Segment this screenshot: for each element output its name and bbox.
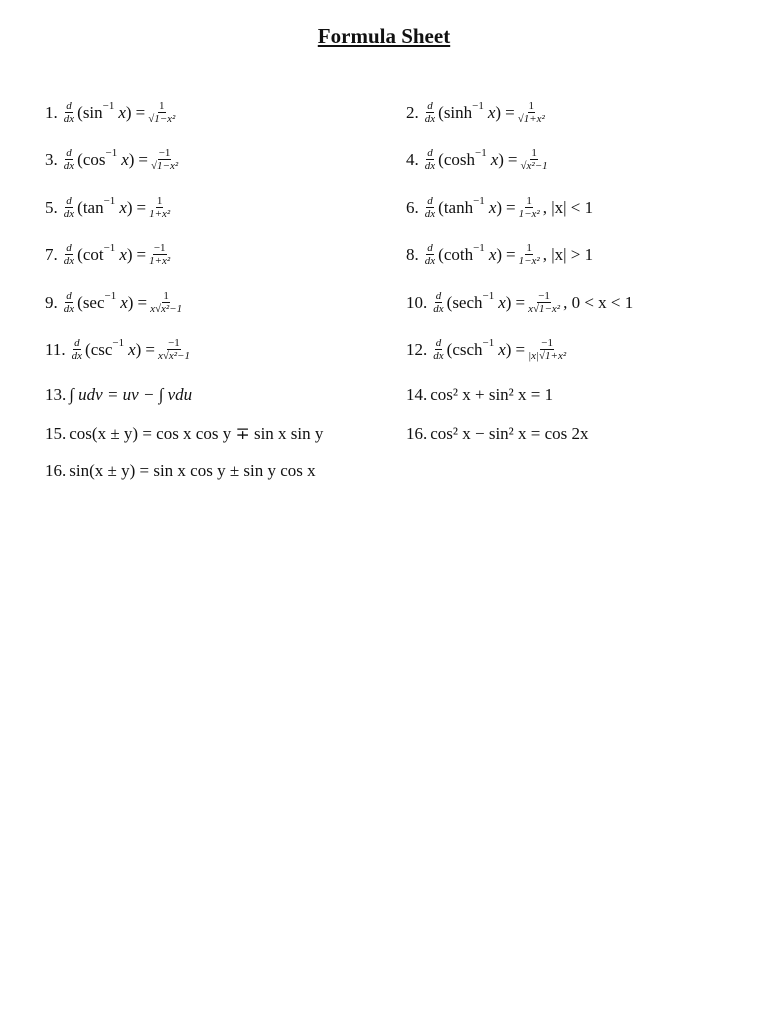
result-fraction bbox=[527, 337, 567, 362]
dx-denominator: dx bbox=[424, 113, 436, 125]
dx-denominator: dx bbox=[63, 208, 75, 220]
d-numerator: d bbox=[74, 337, 80, 349]
d-numerator: d bbox=[66, 195, 72, 207]
result-denominator: x√1−x² bbox=[528, 303, 561, 315]
lhs-open-paren: ( bbox=[446, 339, 453, 359]
result-fraction bbox=[518, 195, 541, 220]
lhs-close-paren: ) bbox=[496, 244, 503, 264]
lhs-open-paren: ( bbox=[77, 292, 83, 312]
dx-denominator: dx bbox=[433, 350, 444, 362]
formula-number: 10. bbox=[406, 292, 428, 312]
function-name: cot bbox=[82, 244, 104, 264]
formula-11 bbox=[45, 337, 193, 362]
result-fraction bbox=[148, 242, 171, 267]
formula-9 bbox=[45, 290, 185, 315]
d-numerator: d bbox=[435, 290, 442, 302]
dx-denominator: dx bbox=[63, 160, 75, 172]
function-name: tanh bbox=[443, 197, 474, 217]
result-numerator: 1 bbox=[163, 290, 169, 302]
dx-denominator: dx bbox=[63, 255, 75, 267]
equals-sign: = bbox=[145, 339, 155, 359]
variable-x: x bbox=[119, 244, 127, 264]
derivative-operator bbox=[432, 337, 444, 362]
lhs-close-paren: ) bbox=[496, 197, 503, 217]
formula-8 bbox=[406, 242, 593, 267]
formula-15 bbox=[45, 424, 323, 444]
d-numerator: d bbox=[66, 242, 72, 254]
formula-1 bbox=[45, 100, 178, 125]
lhs-open-paren: ( bbox=[85, 339, 91, 359]
derivative-operator bbox=[63, 242, 75, 267]
result-fraction bbox=[148, 195, 171, 220]
lhs-close-paren: ) bbox=[135, 339, 142, 359]
dx-denominator: dx bbox=[63, 303, 75, 315]
d-numerator: d bbox=[66, 147, 72, 159]
derivative-operator bbox=[424, 195, 436, 220]
function-name: cosh bbox=[443, 149, 475, 169]
function-name: cos bbox=[82, 149, 106, 169]
derivative-operator bbox=[63, 100, 75, 125]
equals-sign: = bbox=[515, 339, 526, 359]
result-numerator: −1 bbox=[168, 337, 180, 349]
formula-6 bbox=[406, 195, 593, 220]
variable-x: x bbox=[120, 292, 128, 312]
variable-x: x bbox=[490, 149, 499, 169]
formula-number: 16. bbox=[406, 424, 428, 443]
lhs-close-paren: ) bbox=[498, 149, 504, 169]
equals-sign: = bbox=[136, 244, 147, 264]
d-numerator: d bbox=[427, 195, 433, 207]
formula-number: 5. bbox=[45, 197, 58, 217]
equals-sign: = bbox=[506, 197, 516, 217]
variable-x: x bbox=[498, 339, 506, 359]
condition: , 0 < x < 1 bbox=[563, 292, 634, 312]
formula-2 bbox=[406, 100, 548, 125]
lhs-open-paren: ( bbox=[438, 197, 444, 217]
dx-denominator: dx bbox=[63, 113, 75, 125]
result-fraction bbox=[518, 242, 541, 267]
lhs-close-paren: ) bbox=[127, 292, 134, 312]
d-numerator: d bbox=[435, 337, 442, 349]
formula-text: cos(x ± y) = cos x cos y ∓ sin x sin y bbox=[69, 424, 324, 443]
formula-number: 11. bbox=[45, 339, 66, 359]
equals-sign: = bbox=[507, 149, 518, 169]
function-name: sec bbox=[82, 292, 105, 312]
formula-number: 7. bbox=[45, 244, 58, 264]
inverse-exponent: −1 bbox=[473, 241, 485, 254]
result-fraction bbox=[517, 100, 546, 125]
lhs-close-paren: ) bbox=[125, 102, 132, 122]
dx-denominator: dx bbox=[424, 208, 436, 220]
dx-denominator: dx bbox=[71, 350, 83, 362]
formula-text: sin(x ± y) = sin x cos y ± sin y cos x bbox=[69, 461, 316, 480]
result-numerator: 1 bbox=[156, 195, 163, 207]
lhs-open-paren: ( bbox=[77, 197, 83, 217]
equals-sign: = bbox=[137, 292, 148, 312]
result-denominator: 1+x² bbox=[149, 255, 171, 267]
formula-number: 1. bbox=[45, 102, 58, 122]
inverse-exponent: −1 bbox=[104, 289, 117, 302]
formula-number: 16. bbox=[45, 461, 67, 480]
derivative-operator bbox=[424, 242, 436, 267]
result-denominator: |x|√1+x² bbox=[528, 350, 567, 362]
d-numerator: d bbox=[66, 290, 72, 302]
result-numerator: −1 bbox=[153, 242, 166, 254]
lhs-close-paren: ) bbox=[126, 244, 133, 264]
formula-number: 15. bbox=[45, 424, 67, 443]
result-denominator: √1−x² bbox=[151, 160, 179, 172]
result-numerator: 1 bbox=[526, 242, 532, 254]
result-denominator: x√x²−1 bbox=[150, 303, 183, 315]
d-numerator: d bbox=[427, 100, 433, 112]
formula-number: 2. bbox=[406, 102, 419, 122]
result-denominator: 1−x² bbox=[518, 208, 540, 220]
formula-number: 6. bbox=[406, 197, 419, 217]
function-name: sin bbox=[82, 102, 103, 122]
derivative-operator bbox=[63, 290, 75, 315]
result-fraction bbox=[520, 147, 549, 172]
result-numerator: 1 bbox=[528, 100, 534, 112]
derivative-operator bbox=[63, 195, 75, 220]
formula-3 bbox=[45, 147, 181, 172]
derivative-operator bbox=[71, 337, 83, 362]
inverse-exponent: −1 bbox=[472, 99, 484, 112]
equals-sign: = bbox=[515, 292, 526, 312]
equals-sign: = bbox=[135, 102, 146, 122]
variable-x: x bbox=[488, 244, 497, 264]
equals-sign: = bbox=[136, 197, 147, 217]
result-denominator: √1−x² bbox=[148, 113, 176, 125]
condition: , |x| < 1 bbox=[542, 197, 594, 217]
formula-number: 8. bbox=[406, 244, 419, 264]
lhs-close-paren: ) bbox=[128, 149, 135, 169]
variable-x: x bbox=[487, 102, 496, 122]
function-name: sinh bbox=[443, 102, 473, 122]
equals-sign: = bbox=[506, 244, 516, 264]
result-denominator: √1+x² bbox=[517, 113, 545, 125]
result-numerator: −1 bbox=[538, 290, 550, 302]
function-name: csc bbox=[90, 339, 113, 359]
lhs-close-paren: ) bbox=[505, 292, 512, 312]
variable-x: x bbox=[118, 102, 126, 122]
lhs-open-paren: ( bbox=[438, 149, 444, 169]
formula-7 bbox=[45, 242, 173, 267]
result-numerator: 1 bbox=[526, 195, 532, 207]
dx-denominator: dx bbox=[433, 303, 444, 315]
d-numerator: d bbox=[427, 147, 433, 159]
lhs-open-paren: ( bbox=[446, 292, 453, 312]
inverse-exponent: −1 bbox=[482, 289, 495, 302]
formula-number: 9. bbox=[45, 292, 58, 312]
lhs-open-paren: ( bbox=[77, 244, 83, 264]
function-name: sech bbox=[452, 292, 483, 312]
d-numerator: d bbox=[427, 242, 433, 254]
inverse-exponent: −1 bbox=[103, 241, 116, 254]
result-denominator: 1+x² bbox=[149, 208, 171, 220]
derivative-operator bbox=[424, 147, 436, 172]
formula-16b bbox=[45, 461, 316, 481]
result-numerator: −1 bbox=[541, 337, 553, 349]
d-numerator: d bbox=[66, 100, 72, 112]
variable-x: x bbox=[498, 292, 506, 312]
formula-5 bbox=[45, 195, 173, 220]
result-fraction bbox=[147, 100, 176, 125]
function-name: coth bbox=[443, 244, 474, 264]
variable-x: x bbox=[488, 197, 497, 217]
formula-14 bbox=[406, 385, 553, 405]
formula-16a bbox=[406, 424, 589, 444]
lhs-open-paren: ( bbox=[77, 102, 83, 122]
inverse-exponent: −1 bbox=[474, 146, 487, 159]
formula-4 bbox=[406, 147, 551, 172]
result-fraction bbox=[157, 337, 191, 362]
inverse-exponent: −1 bbox=[482, 336, 495, 349]
result-fraction bbox=[149, 290, 183, 315]
formula-10 bbox=[406, 290, 633, 315]
page-title: Formula Sheet bbox=[317, 24, 451, 48]
result-denominator: 1−x² bbox=[518, 255, 540, 267]
result-numerator: 1 bbox=[531, 147, 537, 159]
equals-sign: = bbox=[505, 102, 515, 122]
result-numerator: 1 bbox=[159, 100, 165, 112]
derivative-operator bbox=[424, 100, 436, 125]
lhs-open-paren: ( bbox=[438, 102, 444, 122]
inverse-exponent: −1 bbox=[112, 336, 125, 349]
dx-denominator: dx bbox=[424, 255, 436, 267]
lhs-open-paren: ( bbox=[77, 149, 83, 169]
lhs-close-paren: ) bbox=[505, 339, 512, 359]
variable-x: x bbox=[119, 197, 127, 217]
formula-number: 3. bbox=[45, 149, 58, 169]
inverse-exponent: −1 bbox=[103, 194, 116, 207]
variable-x: x bbox=[121, 149, 129, 169]
formula-12 bbox=[406, 337, 569, 362]
formula-text: cos² x + sin² x = 1 bbox=[430, 385, 554, 404]
result-denominator: x√x²−1 bbox=[157, 350, 190, 362]
dx-denominator: dx bbox=[424, 160, 436, 172]
inverse-exponent: −1 bbox=[105, 146, 118, 159]
formula-text: cos² x − sin² x = cos 2x bbox=[430, 424, 589, 443]
formula-13 bbox=[45, 385, 192, 405]
lhs-close-paren: ) bbox=[126, 197, 133, 217]
condition: , |x| > 1 bbox=[542, 244, 594, 264]
result-fraction bbox=[527, 290, 561, 315]
function-name: tan bbox=[82, 197, 104, 217]
function-name: csch bbox=[452, 339, 483, 359]
formula-number: 4. bbox=[406, 149, 419, 169]
formula-text: ∫ udv = uv − ∫ vdu bbox=[69, 385, 193, 404]
equals-sign: = bbox=[138, 149, 149, 169]
formula-number: 12. bbox=[406, 339, 428, 359]
lhs-close-paren: ) bbox=[495, 102, 502, 122]
result-denominator: √x²−1 bbox=[520, 160, 548, 172]
result-numerator: −1 bbox=[158, 147, 171, 159]
inverse-exponent: −1 bbox=[102, 99, 115, 112]
derivative-operator bbox=[63, 147, 75, 172]
lhs-open-paren: ( bbox=[438, 244, 444, 264]
inverse-exponent: −1 bbox=[473, 194, 485, 207]
derivative-operator bbox=[432, 290, 444, 315]
formula-number: 14. bbox=[406, 385, 428, 404]
formula-number: 13. bbox=[45, 385, 67, 404]
result-fraction bbox=[150, 147, 179, 172]
variable-x: x bbox=[128, 339, 136, 359]
